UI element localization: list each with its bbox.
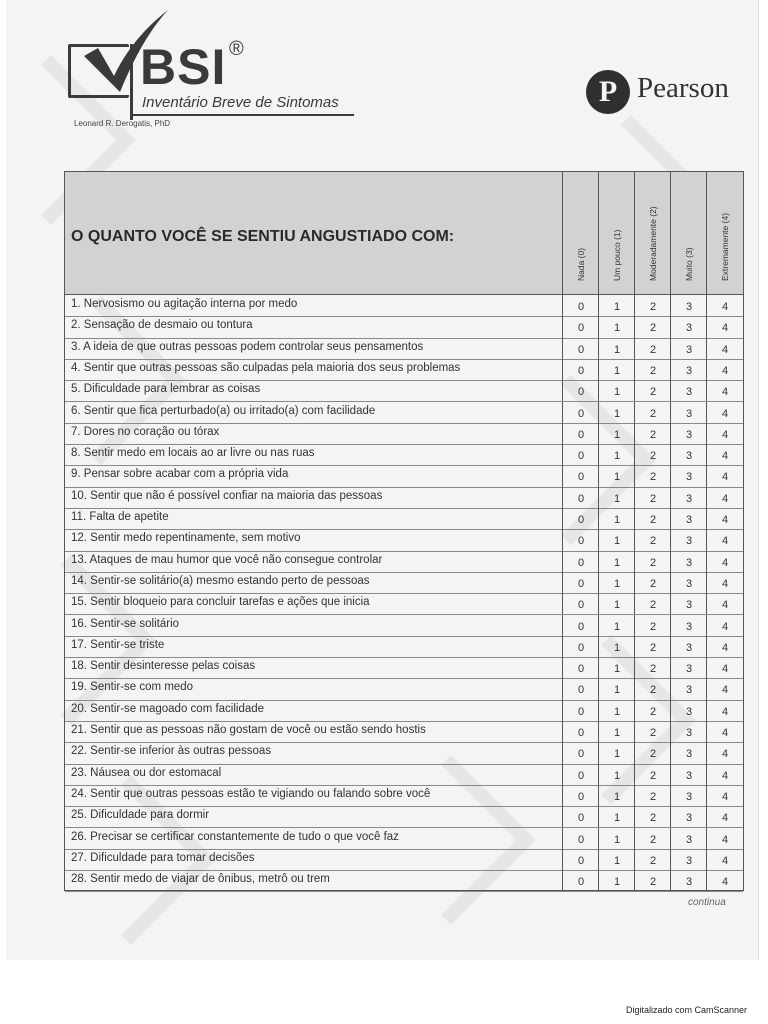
- rating-option[interactable]: 4: [706, 678, 743, 699]
- item-text: 14. Sentir-se solitário(a) mesmo estando perto de pessoas: [71, 574, 370, 587]
- rating-option[interactable]: 0: [562, 849, 599, 870]
- rating-option[interactable]: 2: [634, 806, 671, 827]
- column-header-muito: Muito (3): [670, 172, 707, 294]
- table-row: [65, 615, 743, 637]
- table-row: [65, 678, 743, 700]
- rating-option[interactable]: 0: [562, 615, 599, 636]
- rating-option[interactable]: 3: [670, 338, 707, 359]
- rating-option[interactable]: 2: [634, 338, 671, 359]
- rating-option[interactable]: 3: [670, 721, 707, 742]
- item-text: 13. Ataques de mau humor que você não consegue controlar: [71, 553, 383, 566]
- rating-option[interactable]: 0: [562, 806, 599, 827]
- rating-option[interactable]: 1: [598, 402, 635, 423]
- rating-option[interactable]: 4: [706, 593, 743, 614]
- symptom-questionnaire-table: [64, 171, 744, 891]
- rating-option[interactable]: 1: [598, 742, 635, 763]
- rating-option[interactable]: 4: [706, 487, 743, 508]
- rating-option[interactable]: 4: [706, 849, 743, 870]
- item-text: 11. Falta de apetite: [71, 511, 169, 523]
- item-text: 1. Nervosismo ou agitação interna por medo: [71, 298, 298, 310]
- rating-option[interactable]: 4: [706, 359, 743, 380]
- rating-option[interactable]: 0: [562, 657, 599, 678]
- table-row: [65, 870, 743, 892]
- rating-option[interactable]: 4: [706, 444, 743, 465]
- rating-option[interactable]: 2: [634, 316, 671, 337]
- table-row: [65, 359, 743, 381]
- rating-option[interactable]: 3: [670, 316, 707, 337]
- rating-option[interactable]: 0: [562, 295, 599, 316]
- rating-option[interactable]: 1: [598, 380, 635, 401]
- rating-option[interactable]: 4: [706, 700, 743, 721]
- rating-option[interactable]: 3: [670, 508, 707, 529]
- logo-underline: [130, 114, 354, 116]
- rating-option[interactable]: 4: [706, 721, 743, 742]
- table-row: [65, 316, 743, 338]
- rating-option[interactable]: 1: [598, 657, 635, 678]
- item-text: 26. Precisar se certificar constantemente de tudo o que você faz: [71, 830, 399, 843]
- rating-option[interactable]: 0: [562, 593, 599, 614]
- rating-option[interactable]: 4: [706, 870, 743, 891]
- rating-option[interactable]: 0: [562, 636, 599, 657]
- table-row: [65, 593, 743, 615]
- rating-option[interactable]: 0: [562, 338, 599, 359]
- rating-option[interactable]: 3: [670, 764, 707, 785]
- table-row: [65, 295, 743, 317]
- rating-option[interactable]: 3: [670, 295, 707, 316]
- item-text: 2. Sensação de desmaio ou tontura: [71, 319, 253, 332]
- rating-option[interactable]: 0: [562, 678, 599, 699]
- table-row: [65, 487, 743, 509]
- column-header-nada: Nada (0): [562, 172, 599, 294]
- rating-option[interactable]: 4: [706, 657, 743, 678]
- rating-option[interactable]: 4: [706, 636, 743, 657]
- rating-option[interactable]: 2: [634, 487, 671, 508]
- rating-option[interactable]: 1: [598, 572, 635, 593]
- table-row: [65, 508, 743, 530]
- column-header-moderadamente: Moderadamente (2): [634, 172, 671, 294]
- table-row: [65, 338, 743, 360]
- registered-mark: ®: [229, 38, 244, 60]
- question-heading: O QUANTO VOCÊ SE SENTIU ANGUSTIADO COM:: [71, 228, 455, 245]
- rating-option[interactable]: 1: [598, 593, 635, 614]
- rating-option[interactable]: 2: [634, 508, 671, 529]
- rating-option[interactable]: 3: [670, 828, 707, 849]
- rating-option[interactable]: 1: [598, 700, 635, 721]
- table-row: [65, 636, 743, 658]
- logo-frame: [68, 44, 129, 98]
- rating-option[interactable]: 4: [706, 529, 743, 550]
- column-header-extremamente: Extremamente (4): [706, 172, 743, 294]
- rating-option[interactable]: 3: [670, 636, 707, 657]
- item-text: 24. Sentir que outras pessoas estão te vigiando ou falando sobre você: [71, 787, 431, 800]
- rating-option[interactable]: 0: [562, 508, 599, 529]
- table-row: [65, 423, 743, 445]
- rating-option[interactable]: 1: [598, 316, 635, 337]
- rating-option[interactable]: 4: [706, 785, 743, 806]
- item-text: 21. Sentir que as pessoas não gostam de você ou estão sendo hostis: [71, 724, 426, 736]
- rating-option[interactable]: 1: [598, 615, 635, 636]
- item-text: 20. Sentir-se magoado com facilidade: [71, 702, 265, 715]
- rating-option[interactable]: 0: [562, 444, 599, 465]
- rating-option[interactable]: 3: [670, 657, 707, 678]
- table-row: [65, 806, 743, 828]
- table-row: [65, 529, 743, 551]
- rating-option[interactable]: 4: [706, 338, 743, 359]
- table-row: [65, 721, 743, 743]
- item-text: 10. Sentir que não é possível confiar na maioria das pessoas: [71, 489, 383, 502]
- item-text: 4. Sentir que outras pessoas são culpadas pela maioria dos seus problemas: [71, 361, 461, 374]
- rating-option[interactable]: 2: [634, 764, 671, 785]
- table-row: [65, 742, 743, 764]
- rating-option[interactable]: 1: [598, 338, 635, 359]
- rating-option[interactable]: 3: [670, 529, 707, 550]
- item-text: 6. Sentir que fica perturbado(a) ou irritado(a) com facilidade: [71, 404, 376, 417]
- rating-option[interactable]: 0: [562, 764, 599, 785]
- rating-option[interactable]: 3: [670, 551, 707, 572]
- item-text: 15. Sentir bloqueio para concluir tarefas e ações que inicia: [71, 596, 370, 609]
- logo-divider: [130, 44, 133, 120]
- rating-option[interactable]: 3: [670, 870, 707, 891]
- item-text: 3. A ideia de que outras pessoas podem controlar seus pensamentos: [71, 340, 424, 353]
- rating-option[interactable]: 3: [670, 678, 707, 699]
- author-name: Leonard R. Derogatis, PhD: [74, 119, 171, 128]
- item-text: 18. Sentir desinteresse pelas coisas: [71, 660, 256, 673]
- rating-option[interactable]: 2: [634, 678, 671, 699]
- rating-option[interactable]: 3: [670, 380, 707, 401]
- scanner-watermark: Digitalizado com CamScanner: [626, 1005, 748, 1015]
- rating-option[interactable]: 3: [670, 806, 707, 827]
- rating-option[interactable]: 4: [706, 465, 743, 486]
- bsi-logo-text: BSI: [140, 39, 227, 95]
- item-text: 7. Dores no coração ou tórax: [71, 425, 220, 438]
- rating-option[interactable]: 2: [634, 721, 671, 742]
- rating-option[interactable]: 2: [634, 742, 671, 763]
- table-row: [65, 551, 743, 573]
- table-row: [65, 465, 743, 487]
- rating-option[interactable]: 0: [562, 359, 599, 380]
- rating-option[interactable]: 1: [598, 551, 635, 572]
- rating-option[interactable]: 1: [598, 359, 635, 380]
- rating-option[interactable]: 0: [562, 870, 599, 891]
- rating-option[interactable]: 0: [562, 572, 599, 593]
- rating-option[interactable]: 4: [706, 423, 743, 444]
- document-subtitle: Inventário Breve de Sintomas: [142, 94, 339, 111]
- rating-option[interactable]: 2: [634, 785, 671, 806]
- rating-option[interactable]: 0: [562, 316, 599, 337]
- rating-option[interactable]: 0: [562, 721, 599, 742]
- item-text: 25. Dificuldade para dormir: [71, 809, 210, 822]
- rating-option[interactable]: 2: [634, 700, 671, 721]
- rating-option[interactable]: 4: [706, 828, 743, 849]
- rating-option[interactable]: 2: [634, 657, 671, 678]
- rating-option[interactable]: 2: [634, 849, 671, 870]
- rating-option[interactable]: 1: [598, 295, 635, 316]
- item-text: 8. Sentir medo em locais ao ar livre ou nas ruas: [71, 447, 315, 460]
- rating-option[interactable]: 1: [598, 721, 635, 742]
- table-row: [65, 828, 743, 850]
- rating-option[interactable]: 3: [670, 849, 707, 870]
- item-text: 27. Dificuldade para tomar decisões: [71, 851, 255, 864]
- table-row: [65, 785, 743, 807]
- rating-option[interactable]: 0: [562, 551, 599, 572]
- rating-option[interactable]: 1: [598, 785, 635, 806]
- rating-option[interactable]: 2: [634, 551, 671, 572]
- column-header-um-pouco: Um pouco (1): [598, 172, 635, 294]
- rating-option[interactable]: 3: [670, 402, 707, 423]
- rating-option[interactable]: 1: [598, 529, 635, 550]
- rating-option[interactable]: 4: [706, 402, 743, 423]
- table-row: [65, 572, 743, 594]
- rating-option[interactable]: 3: [670, 465, 707, 486]
- rating-option[interactable]: 2: [634, 572, 671, 593]
- rating-option[interactable]: 1: [598, 423, 635, 444]
- rating-option[interactable]: 4: [706, 615, 743, 636]
- item-text: 19. Sentir-se com medo: [71, 681, 194, 694]
- rating-option[interactable]: 3: [670, 444, 707, 465]
- rating-option[interactable]: 1: [598, 678, 635, 699]
- rating-option[interactable]: 1: [598, 849, 635, 870]
- rating-option[interactable]: 4: [706, 508, 743, 529]
- rating-option[interactable]: 3: [670, 423, 707, 444]
- rating-option[interactable]: 0: [562, 487, 599, 508]
- rating-option[interactable]: 1: [598, 465, 635, 486]
- rating-option[interactable]: 0: [562, 380, 599, 401]
- publisher-name: Pearson: [637, 72, 729, 104]
- item-text: 17. Sentir-se triste: [71, 638, 165, 651]
- item-text: 16. Sentir-se solitário: [71, 617, 180, 630]
- rating-option[interactable]: 2: [634, 444, 671, 465]
- pearson-logo-icon: P: [586, 70, 630, 114]
- table-row: [65, 402, 743, 424]
- rating-option[interactable]: 4: [706, 742, 743, 763]
- rating-option[interactable]: 3: [670, 593, 707, 614]
- rating-option[interactable]: 2: [634, 380, 671, 401]
- table-row: [65, 380, 743, 402]
- table-row: [65, 849, 743, 871]
- rating-option[interactable]: 4: [706, 295, 743, 316]
- item-text: 5. Dificuldade para lembrar as coisas: [71, 383, 261, 396]
- rating-option[interactable]: 1: [598, 444, 635, 465]
- rating-option[interactable]: 2: [634, 423, 671, 444]
- rating-option[interactable]: 0: [562, 828, 599, 849]
- rating-option[interactable]: 3: [670, 615, 707, 636]
- rating-option[interactable]: 3: [670, 700, 707, 721]
- rating-option[interactable]: 0: [562, 785, 599, 806]
- rating-option[interactable]: 2: [634, 295, 671, 316]
- rating-option[interactable]: 3: [670, 742, 707, 763]
- table-header: [65, 172, 743, 295]
- rating-option[interactable]: 4: [706, 380, 743, 401]
- rating-option[interactable]: 3: [670, 785, 707, 806]
- rating-option[interactable]: 1: [598, 636, 635, 657]
- rating-option[interactable]: 3: [670, 359, 707, 380]
- rating-option[interactable]: 0: [562, 402, 599, 423]
- rating-option[interactable]: 0: [562, 423, 599, 444]
- rating-option[interactable]: 0: [562, 529, 599, 550]
- item-text: 22. Sentir-se inferior às outras pessoas: [71, 745, 272, 758]
- rating-option[interactable]: 4: [706, 806, 743, 827]
- rating-option[interactable]: 1: [598, 508, 635, 529]
- rating-option[interactable]: 3: [670, 572, 707, 593]
- rating-option[interactable]: 4: [706, 551, 743, 572]
- table-row: [65, 444, 743, 466]
- table-row: [65, 700, 743, 722]
- rating-option[interactable]: 2: [634, 828, 671, 849]
- rating-option[interactable]: 2: [634, 359, 671, 380]
- rating-option[interactable]: 4: [706, 316, 743, 337]
- rating-option[interactable]: 0: [562, 700, 599, 721]
- item-text: 12. Sentir medo repentinamente, sem motivo: [71, 532, 301, 545]
- rating-option[interactable]: 2: [634, 402, 671, 423]
- item-text: 23. Náusea ou dor estomacal: [71, 766, 222, 779]
- rating-option[interactable]: 1: [598, 870, 635, 891]
- rating-option[interactable]: 2: [634, 615, 671, 636]
- rating-option[interactable]: 0: [562, 465, 599, 486]
- rating-option[interactable]: 0: [562, 742, 599, 763]
- rating-option[interactable]: 2: [634, 465, 671, 486]
- rating-option[interactable]: 1: [598, 828, 635, 849]
- rating-option[interactable]: 1: [598, 487, 635, 508]
- table-row: [65, 657, 743, 679]
- item-text: 28. Sentir medo de viajar de ônibus, metrô ou trem: [71, 873, 330, 886]
- table-row: [65, 764, 743, 786]
- rating-option[interactable]: 2: [634, 636, 671, 657]
- rating-option[interactable]: 3: [670, 487, 707, 508]
- rating-option[interactable]: 4: [706, 764, 743, 785]
- rating-option[interactable]: 2: [634, 529, 671, 550]
- rating-option[interactable]: 2: [634, 593, 671, 614]
- continue-label: continua: [688, 897, 726, 908]
- rating-option[interactable]: 1: [598, 764, 635, 785]
- rating-option[interactable]: 1: [598, 806, 635, 827]
- rating-option[interactable]: 4: [706, 572, 743, 593]
- rating-option[interactable]: 2: [634, 870, 671, 891]
- item-text: 9. Pensar sobre acabar com a própria vida: [71, 468, 289, 481]
